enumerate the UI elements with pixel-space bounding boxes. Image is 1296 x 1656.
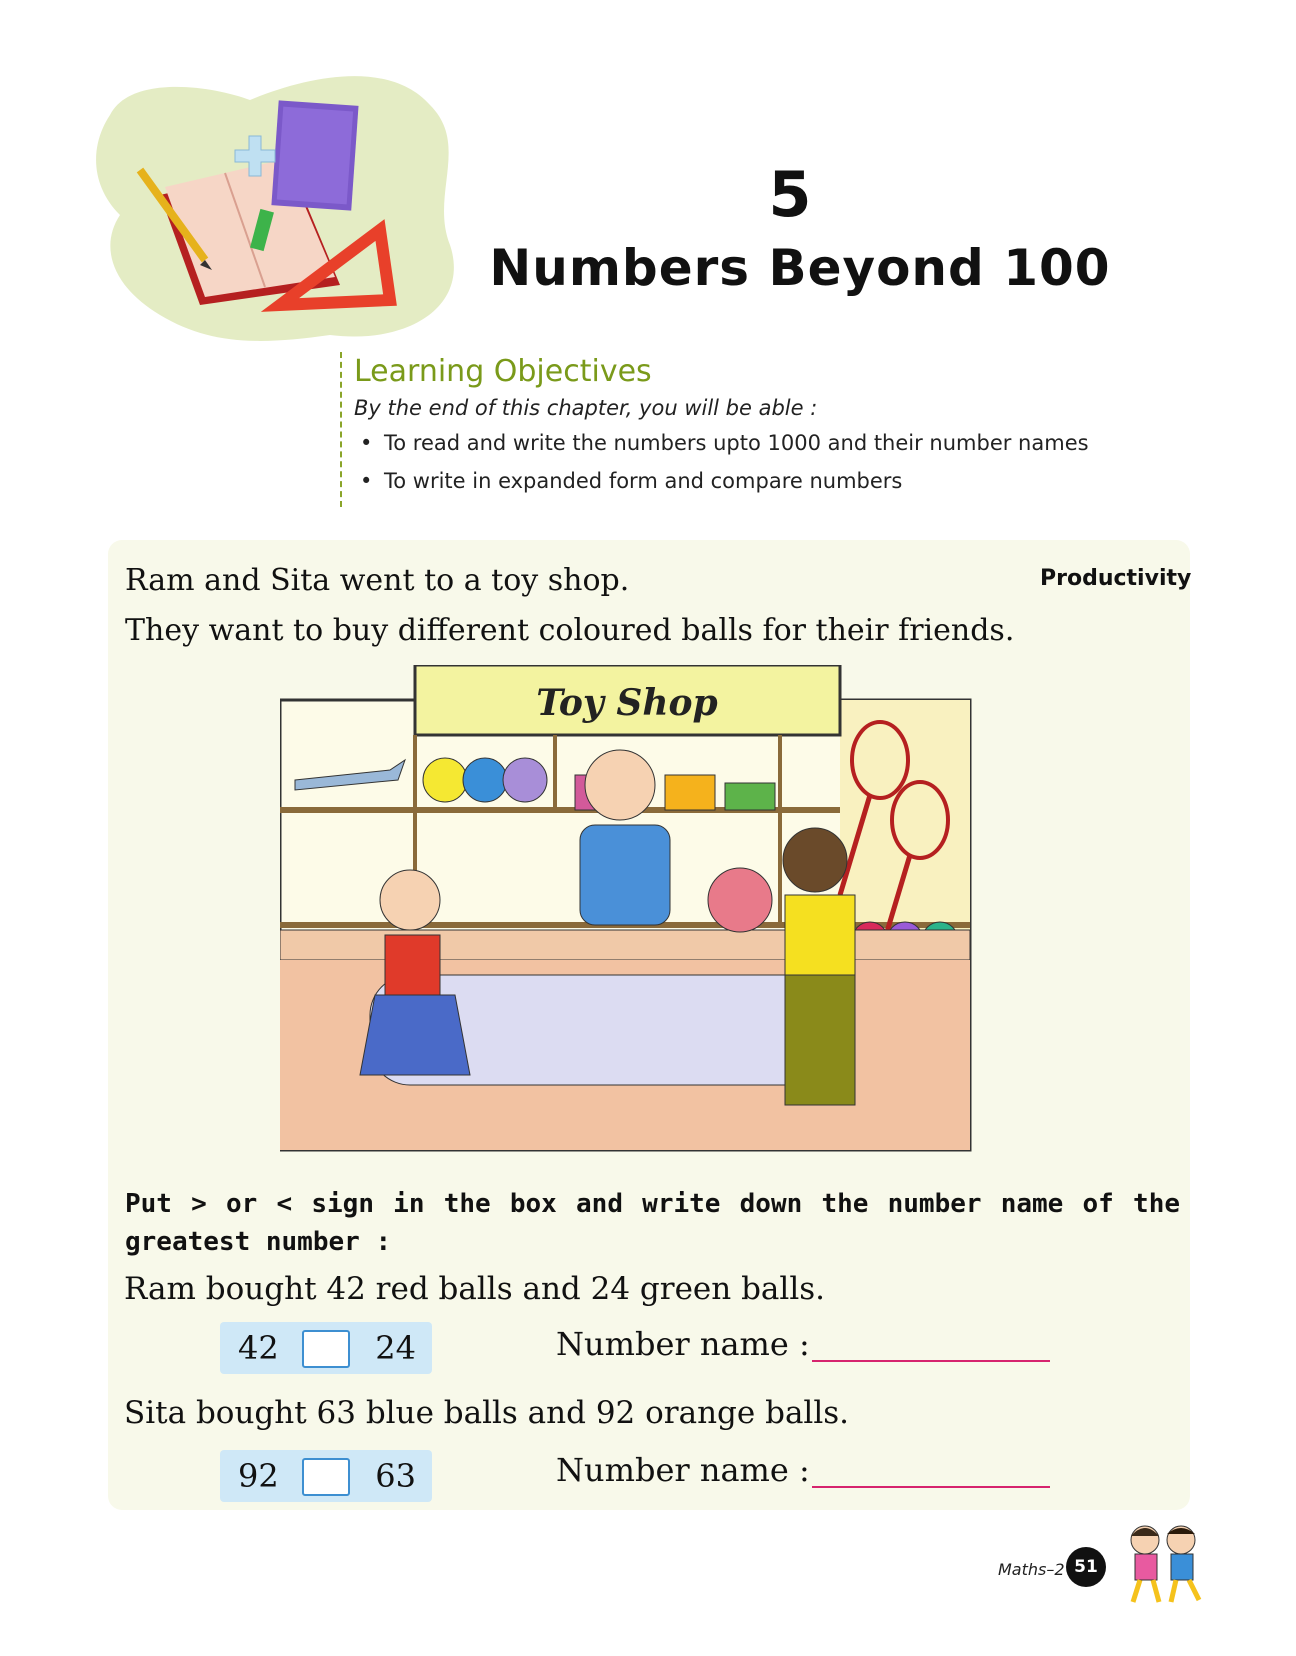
objectives-intro: By the end of this chapter, you will be able : [354, 396, 818, 420]
book-title: Maths–2 [998, 1560, 1065, 1579]
number-name-answer-line[interactable] [812, 1360, 1050, 1362]
learning-objectives [340, 352, 1154, 507]
compare-right-number: 63 [375, 1457, 416, 1495]
question-text: Ram bought 42 red balls and 24 green balls. [124, 1271, 825, 1307]
objective-item: • To write in expanded form and compare numbers [354, 462, 1154, 500]
compare-left-number: 92 [238, 1457, 279, 1495]
shop-sign-text: Toy Shop [536, 682, 718, 724]
objectives-heading: Learning Objectives [354, 354, 652, 389]
question-text: Sita bought 63 blue balls and 92 orange balls. [124, 1395, 850, 1431]
comparison-box [220, 1450, 432, 1502]
compare-right-number: 24 [375, 1329, 416, 1367]
compare-left-number: 42 [238, 1329, 279, 1367]
number-name-label: Number name : [556, 1451, 810, 1489]
activity-instruction: Put > or < sign in the box and write down the number name of the greatest number : [125, 1189, 1180, 1257]
stationery-illustration [90, 55, 470, 355]
sign-answer-box[interactable] [302, 1330, 350, 1368]
story-line: They want to buy different coloured balls for their friends. [125, 613, 1015, 648]
comparison-box [220, 1322, 432, 1374]
page-number: 51 [1066, 1547, 1106, 1587]
number-name-answer-line[interactable] [812, 1486, 1050, 1488]
skill-tag: Productivity [1040, 566, 1192, 591]
sign-answer-box[interactable] [302, 1458, 350, 1496]
objective-item: • To read and write the numbers upto 1000 and their number names [354, 424, 1154, 462]
number-name-label: Number name : [556, 1325, 810, 1363]
chapter-title: Numbers Beyond 100 [489, 239, 1111, 297]
chapter-number: 5 [768, 158, 812, 231]
toy-shop-illustration [280, 665, 1015, 1170]
kids-mascot-illustration [1115, 1518, 1215, 1608]
story-line: Ram and Sita went to a toy shop. [125, 563, 630, 598]
